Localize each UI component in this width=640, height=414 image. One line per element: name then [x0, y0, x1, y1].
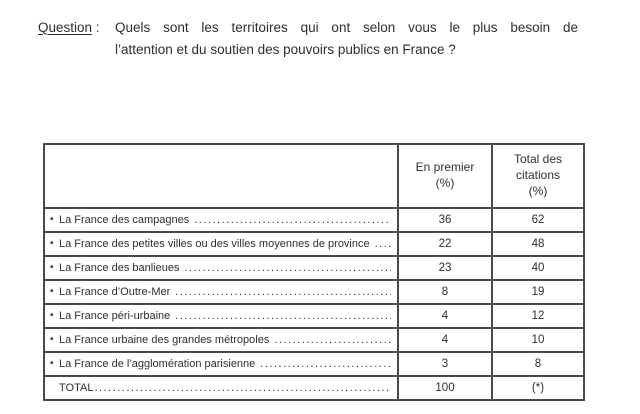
- bullet-icon: •: [50, 214, 54, 225]
- dot-leader: [375, 238, 391, 250]
- bullet-icon: •: [50, 334, 54, 345]
- question-line-1: Quels sont les territoires qui ont selon vous le plus besoin de: [115, 20, 578, 35]
- table-row: [44, 328, 584, 352]
- dot-leader: [274, 334, 391, 346]
- table-row: [44, 304, 584, 328]
- total-citations-value: 40: [492, 256, 584, 280]
- question-line-2: l’attention et du soutien des pouvoirs publics en France ?: [115, 42, 456, 57]
- question-label-text: Question: [38, 20, 93, 35]
- header-total-citations-unit: (%): [528, 184, 548, 198]
- row-label: TOTAL: [59, 382, 94, 394]
- total-citations-value: 8: [492, 352, 584, 376]
- row-label: La France urbaine des grandes métropoles: [59, 334, 270, 346]
- question-label: [38, 17, 115, 61]
- dot-leader: [94, 382, 391, 394]
- total-citations-value: 12: [492, 304, 584, 328]
- header-en-premier-unit: (%): [435, 176, 455, 190]
- row-label: La France péri-urbaine: [59, 310, 171, 322]
- table-row: [44, 280, 584, 304]
- total-citations-value: 62: [492, 208, 584, 232]
- bullet-icon: •: [50, 238, 54, 249]
- en-premier-value: 23: [398, 256, 492, 280]
- dot-leader: [175, 310, 391, 322]
- bullet-icon: •: [50, 358, 54, 369]
- dot-leader: [194, 214, 391, 226]
- en-premier-value: 3: [398, 352, 492, 376]
- row-label: La France de l’agglomération parisienne: [59, 358, 256, 370]
- en-premier-value: 8: [398, 280, 492, 304]
- question-text: [115, 17, 578, 61]
- total-citations-value: (*): [492, 376, 584, 400]
- total-citations-value: 19: [492, 280, 584, 304]
- en-premier-value: 4: [398, 304, 492, 328]
- header-cell-total-citations: [492, 144, 584, 208]
- results-table: [43, 143, 585, 401]
- header-total-citations-title: Total des citations: [513, 152, 563, 182]
- en-premier-value: 100: [398, 376, 492, 400]
- question-block: [38, 17, 578, 61]
- table-row: [44, 232, 584, 256]
- dot-leader: [175, 286, 391, 298]
- table-row-total: [44, 376, 584, 400]
- row-label: La France des campagnes: [59, 214, 190, 226]
- bullet-icon: •: [50, 310, 54, 321]
- header-cell-empty: [44, 144, 398, 208]
- table-header-row: [44, 144, 584, 208]
- dot-leader: [184, 262, 391, 274]
- row-label: La France d’Outre-Mer: [59, 286, 171, 298]
- table-row: [44, 256, 584, 280]
- en-premier-value: 36: [398, 208, 492, 232]
- row-label: La France des petites villes ou des villes moyennes de province: [59, 238, 370, 250]
- bullet-icon: •: [50, 262, 54, 273]
- question-colon: :: [92, 20, 100, 35]
- en-premier-value: 4: [398, 328, 492, 352]
- bullet-icon: •: [50, 286, 54, 297]
- dot-leader: [260, 358, 391, 370]
- table-row: [44, 208, 584, 232]
- header-cell-en-premier: [398, 144, 492, 208]
- total-citations-value: 10: [492, 328, 584, 352]
- total-citations-value: 48: [492, 232, 584, 256]
- row-label: La France des banlieues: [59, 262, 180, 274]
- en-premier-value: 22: [398, 232, 492, 256]
- header-en-premier-title: En premier: [415, 160, 475, 174]
- table-row: [44, 352, 584, 376]
